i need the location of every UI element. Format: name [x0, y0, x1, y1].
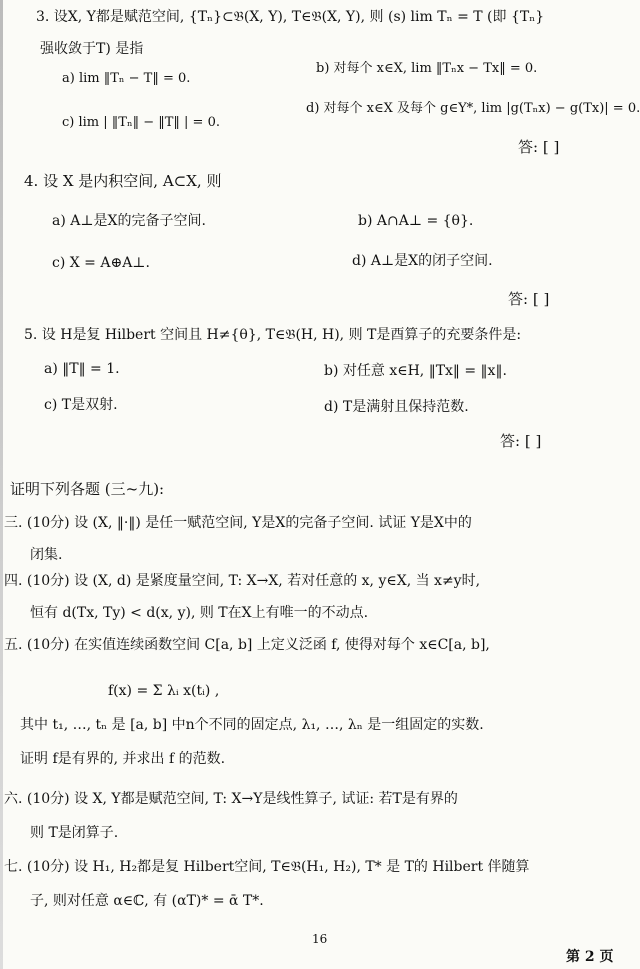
q5-option-c: c) T是双射.: [44, 397, 118, 413]
q3-option-a: a) lim ‖Tₙ − T‖ = 0.: [62, 71, 191, 86]
q5-option-b: b) 对任意 x∈H, ‖Tx‖ = ‖x‖.: [324, 363, 507, 379]
q4-option-a: a) A⊥是X的完备子空间.: [52, 213, 206, 229]
q5-answer-box: 答: [ ]: [500, 432, 542, 450]
proof-3-line2: 闭集.: [30, 547, 63, 563]
page-number: 16: [312, 932, 328, 946]
proof-7-line2: 子, 则对任意 α∈ℂ, 有 (αT)* = ᾱ T*.: [30, 893, 264, 909]
q3-option-c: c) lim | ‖Tₙ‖ − ‖T‖ | = 0.: [62, 115, 220, 130]
proof-4-line2: 恒有 d(Tx, Ty) < d(x, y), 则 T在X上有唯一的不动点.: [30, 605, 369, 621]
proof-5-formula: f(x) = Σ λᵢ x(tᵢ) ,: [108, 683, 220, 699]
q5-option-a: a) ‖T‖ = 1.: [44, 361, 120, 377]
proof-4-line1: 四. (10分) 设 (X, d) 是紧度量空间, T: X→X, 若对任意的 x, y∈X, 当 x≠y时,: [4, 573, 481, 589]
q3-option-b: b) 对每个 x∈X, lim ‖Tₙx − Tx‖ = 0.: [316, 61, 538, 76]
q3-option-d: d) 对每个 x∈X 及每个 g∈Y*, lim |g(Tₙx) − g(Tx)| = 0.: [306, 101, 640, 116]
proofs-heading: 证明下列各题 (三~九):: [10, 480, 165, 498]
q5-stem: 5. 设 H是复 Hilbert 空间且 H≠{θ}, T∈𝔅(H, H), 则 T是酉算子的充要条件是:: [24, 327, 522, 343]
page-label: 第 2 页: [566, 949, 614, 965]
proof-3-line1: 三. (10分) 设 (X, ‖·‖) 是任一赋范空间, Y是X的完备子空间. 试证 Y是X中的: [4, 515, 472, 531]
proof-5-line3: 其中 t₁, …, tₙ 是 [a, b] 中n个不同的固定点, λ₁, …, λₙ 是一组固定的实数.: [20, 717, 484, 733]
proof-6-line1: 六. (10分) 设 X, Y都是赋范空间, T: X→Y是线性算子, 试证: 若T是有界的: [4, 791, 458, 807]
q4-option-c: c) X = A⊕A⊥.: [52, 255, 150, 271]
q4-option-d: d) A⊥是X的闭子空间.: [352, 253, 493, 269]
page-edge: [0, 0, 3, 969]
proof-5-line4: 证明 f是有界的, 并求出 f 的范数.: [20, 751, 226, 767]
q3-stem-line1: 3. 设X, Y都是赋范空间, {Tₙ}⊂𝔅(X, Y), T∈𝔅(X, Y), 则 (s) lim Tₙ = T (即 {Tₙ}: [36, 9, 545, 25]
q4-option-b: b) A∩A⊥ = {θ}.: [358, 213, 474, 229]
q5-option-d: d) T是满射且保持范数.: [324, 399, 469, 415]
q4-answer-box: 答: [ ]: [508, 290, 550, 308]
proof-6-line2: 则 T是闭算子.: [30, 825, 119, 841]
q3-stem-line2: 强收敛于T) 是指: [40, 41, 144, 57]
proof-5-line1: 五. (10分) 在实值连续函数空间 C[a, b] 上定义泛函 f, 使得对每个 x∈C[a, b],: [4, 637, 490, 653]
q4-stem: 4. 设 X 是内积空间, A⊂X, 则: [24, 172, 222, 190]
q3-answer-box: 答: [ ]: [518, 138, 560, 156]
proof-7-line1: 七. (10分) 设 H₁, H₂都是复 Hilbert空间, T∈𝔅(H₁, H₂), T* 是 T的 Hilbert 伴随算: [4, 859, 530, 875]
